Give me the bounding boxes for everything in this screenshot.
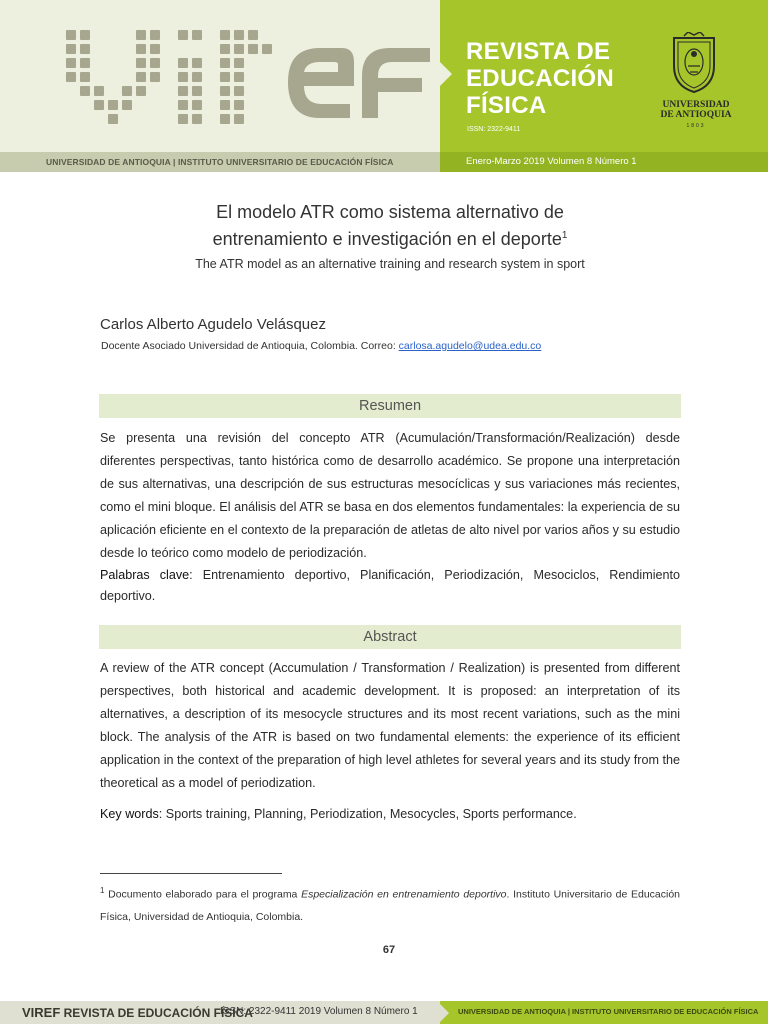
logo-pixel-block: [220, 44, 230, 54]
logo-pixel-block: [108, 100, 118, 110]
article-title-line-1: El modelo ATR como sistema alternativo de: [216, 202, 564, 222]
logo-pixel-block: [164, 72, 174, 82]
logo-pixel-block: [206, 100, 216, 110]
logo-pixel-block: [94, 58, 104, 68]
logo-pixel-block: [192, 30, 202, 40]
logo-pixel-block: [150, 86, 160, 96]
page-number: 67: [382, 944, 396, 956]
logo-pixel-block: [234, 114, 244, 124]
logo-pixel-block: [164, 114, 174, 124]
journal-title-line-3: FÍSICA: [466, 92, 547, 119]
viref-logo: [66, 30, 366, 120]
logo-pixel-block: [150, 114, 160, 124]
logo-pixel-block: [122, 100, 132, 110]
logo-pixel-block: [234, 30, 244, 40]
logo-pixel-block: [192, 44, 202, 54]
viref-logo-ef-letters: [284, 42, 434, 122]
logo-pixel-block: [150, 100, 160, 110]
abstract-body: A review of the ATR concept (Accumulation / Transformation / Realization) is presented from different perspectives, both historical and academic development. It is proposed: an interpretation of its alternatives, a description of its mesocycle structures and its most recent variations, such as the mini block. The analysis of the ATR is based on two fundamental elements: the experience of its efficient application in the context of the preparation of high level athletes for several years and its study from the theoretical as a model of periodization.: [100, 661, 680, 790]
logo-pixel-block: [206, 44, 216, 54]
logo-pixel-block: [206, 86, 216, 96]
logo-pixel-block: [220, 58, 230, 68]
logo-pixel-block: [66, 72, 76, 82]
logo-pixel-block: [136, 72, 146, 82]
logo-pixel-block: [248, 72, 258, 82]
logo-pixel-block: [108, 44, 118, 54]
logo-pixel-block: [80, 72, 90, 82]
logo-pixel-block: [122, 58, 132, 68]
logo-pixel-block: [66, 30, 76, 40]
footer-arrow: [440, 1004, 449, 1022]
logo-pixel-block: [248, 30, 258, 40]
logo-pixel-block: [122, 30, 132, 40]
logo-pixel-block: [262, 100, 272, 110]
logo-pixel-block: [94, 72, 104, 82]
logo-pixel-block: [94, 44, 104, 54]
logo-pixel-block: [192, 72, 202, 82]
logo-pixel-block: [178, 72, 188, 82]
logo-pixel-block: [136, 44, 146, 54]
logo-pixel-block: [248, 58, 258, 68]
logo-pixel-block: [262, 58, 272, 68]
logo-pixel-block: [122, 44, 132, 54]
title-footnote-mark[interactable]: 1: [561, 230, 568, 241]
logo-pixel-block: [150, 72, 160, 82]
footer-brand: VIREF REVISTA DE EDUCACIÓN FÍSICA: [22, 1005, 253, 1020]
logo-pixel-block: [178, 30, 188, 40]
viref-logo-pixel-letters: [66, 30, 272, 124]
logo-pixel-block: [66, 44, 76, 54]
university-name: UNIVERSIDAD DE ANTIOQUIA: [660, 100, 732, 120]
footer-journal-bar: [0, 1001, 440, 1024]
logo-pixel-block: [220, 72, 230, 82]
logo-pixel-block: [108, 86, 118, 96]
footer-institution-bar: UNIVERSIDAD DE ANTIOQUIA | INSTITUTO UNIVERSITARIO DE EDUCACIÓN FÍSICA: [440, 1001, 768, 1024]
logo-pixel-block: [80, 30, 90, 40]
logo-pixel-block: [220, 86, 230, 96]
logo-pixel-block: [164, 30, 174, 40]
logo-pixel-block: [262, 44, 272, 54]
logo-pixel-block: [178, 86, 188, 96]
logo-pixel-block: [206, 72, 216, 82]
logo-pixel-block: [262, 72, 272, 82]
logo-pixel-block: [220, 114, 230, 124]
logo-pixel-block: [262, 114, 272, 124]
logo-pixel-block: [122, 86, 132, 96]
university-founding-year: 1803: [686, 123, 706, 129]
logo-pixel-block: [136, 86, 146, 96]
logo-pixel-block: [248, 100, 258, 110]
footnote: $^1$ Documento elaborado para el programa Especialización en entrenamiento deportivo. Instituto Universitario de Educación Física, Universidad de Antioquia, Colombia.: [100, 886, 681, 923]
logo-pixel-block: [136, 100, 146, 110]
logo-pixel-block: [234, 72, 244, 82]
logo-pixel-block: [136, 58, 146, 68]
logo-pixel-block: [206, 30, 216, 40]
article-title-line-2: entrenamiento e investigación en el deporte$^1$: [212, 229, 568, 249]
palabras-clave: Palabras clave: Entrenamiento deportivo, Planificación, Periodización, Mesociclos, Rendimiento deportivo.: [100, 568, 680, 603]
logo-pixel-block: [164, 100, 174, 110]
abstract-heading: Abstract: [99, 625, 681, 649]
author-email-link[interactable]: carlosa.agudelo@udea.edu.co: [398, 340, 542, 352]
logo-pixel-block: [206, 114, 216, 124]
header-institution-bar: UNIVERSIDAD DE ANTIOQUIA | INSTITUTO UNIVERSITARIO DE EDUCACIÓN FÍSICA: [0, 152, 440, 172]
logo-pixel-block: [192, 58, 202, 68]
logo-pixel-block: [80, 114, 90, 124]
university-seal-icon: [668, 32, 720, 94]
logo-pixel-block: [122, 114, 132, 124]
logo-pixel-block: [164, 44, 174, 54]
logo-pixel-block: [108, 58, 118, 68]
logo-pixel-block: [220, 100, 230, 110]
logo-pixel-block: [80, 100, 90, 110]
logo-pixel-block: [192, 100, 202, 110]
logo-pixel-block: [178, 100, 188, 110]
resumen-heading: Resumen: [99, 394, 681, 418]
logo-pixel-block: [66, 114, 76, 124]
logo-pixel-block: [122, 72, 132, 82]
header-logo-panel: [0, 0, 440, 152]
logo-pixel-block: [80, 44, 90, 54]
header-arrow: [440, 62, 452, 86]
logo-pixel-block: [108, 72, 118, 82]
logo-pixel-block: [80, 86, 90, 96]
footnote-divider: [100, 873, 282, 874]
logo-pixel-block: [66, 86, 76, 96]
logo-pixel-block: [234, 100, 244, 110]
author-affiliation: Docente Asociado Universidad de Antioquia, Colombia. Correo: carlosa.agudelo@udea.edu.co: [101, 340, 542, 352]
logo-pixel-block: [150, 30, 160, 40]
logo-pixel-block: [234, 58, 244, 68]
resumen-body: Se presenta una revisión del concepto ATR (Acumulación/Transformación/Realización) desde diferentes perspectivas, tanto histórica como de desarrollo académico. Se propone una interpretación de sus alternativas, una descripción de sus estructuras mesocíclicas y sus variaciones más recientes, como el mini bloque. El análisis del ATR se basa en dos elementos fundamentales: la experiencia de su aplicación eficiente en el contexto de la preparación de atletas de alto nivel por varios años y su estudio desde lo teórico como modelo de periodización.: [100, 431, 680, 560]
logo-pixel-block: [94, 30, 104, 40]
logo-pixel-block: [234, 44, 244, 54]
logo-pixel-block: [136, 114, 146, 124]
author-name: Carlos Alberto Agudelo Velásquez: [100, 316, 326, 333]
logo-pixel-block: [108, 114, 118, 124]
logo-pixel-block: [150, 44, 160, 54]
key-words-label: Key words: [100, 807, 159, 821]
article-title: [150, 200, 630, 251]
logo-pixel-block: [164, 86, 174, 96]
logo-pixel-block: [178, 58, 188, 68]
logo-pixel-block: [178, 44, 188, 54]
logo-pixel-block: [94, 86, 104, 96]
logo-pixel-block: [192, 114, 202, 124]
journal-title: [466, 38, 656, 119]
palabras-clave-label: Palabras clave: [100, 568, 190, 582]
logo-pixel-block: [136, 30, 146, 40]
header-issn: ISSN: 2322-9411: [467, 126, 521, 133]
logo-pixel-block: [80, 58, 90, 68]
logo-pixel-block: [248, 114, 258, 124]
footer-issue-meta: ISSN: 2322-9411 2019 Volumen 8 Número 1: [220, 1006, 418, 1017]
logo-pixel-block: [206, 58, 216, 68]
logo-pixel-block: [248, 86, 258, 96]
key-words: Key words: Sports training, Planning, Periodization, Mesocycles, Sports performance.: [100, 807, 577, 821]
logo-pixel-block: [66, 100, 76, 110]
header-issue-bar: Enero-Marzo 2019 Volumen 8 Número 1: [440, 152, 768, 172]
logo-pixel-block: [150, 58, 160, 68]
logo-pixel-block: [178, 114, 188, 124]
article-subtitle: The ATR model as an alternative training and research system in sport: [195, 257, 585, 271]
logo-pixel-block: [248, 44, 258, 54]
journal-title-line-1: REVISTA DE: [466, 38, 611, 65]
logo-pixel-block: [192, 86, 202, 96]
logo-pixel-block: [164, 58, 174, 68]
logo-pixel-block: [94, 100, 104, 110]
logo-pixel-block: [234, 86, 244, 96]
logo-pixel-block: [94, 114, 104, 124]
journal-title-line-2: EDUCACIÓN: [466, 65, 615, 92]
logo-pixel-block: [262, 86, 272, 96]
logo-pixel-block: [262, 30, 272, 40]
logo-pixel-block: [220, 30, 230, 40]
logo-pixel-block: [108, 30, 118, 40]
logo-pixel-block: [66, 58, 76, 68]
